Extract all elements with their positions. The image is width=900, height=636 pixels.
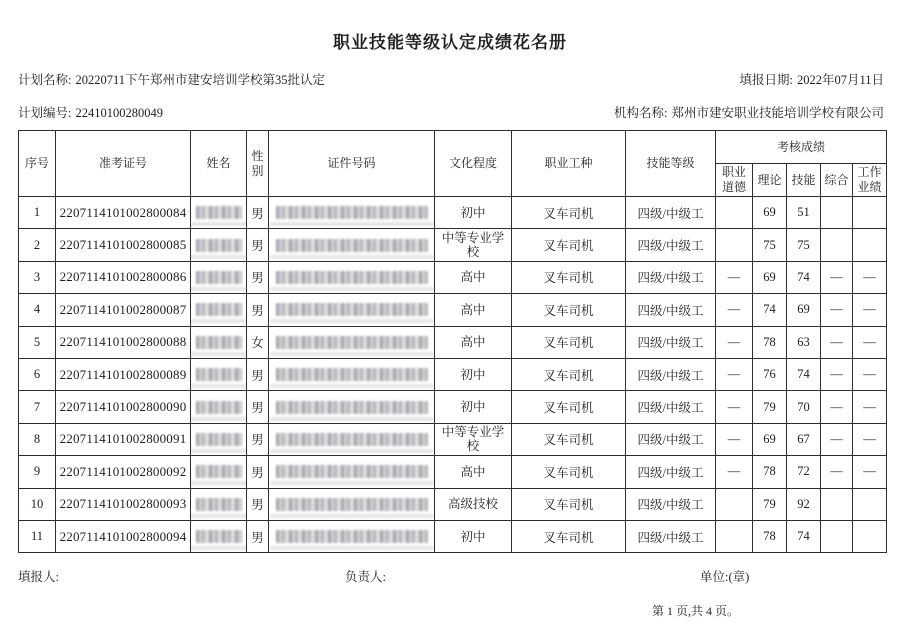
cell-occupation: 叉车司机 <box>512 229 626 261</box>
cell-seq: 4 <box>19 294 56 326</box>
cell-seq: 6 <box>19 358 56 390</box>
header-occupation: 职业工种 <box>512 131 626 197</box>
cell-education: 中等专业学校 <box>435 423 512 455</box>
cell-seq: 5 <box>19 326 56 358</box>
cell-work <box>853 488 887 520</box>
redacted-id-number <box>276 401 428 414</box>
cell-name <box>191 326 247 358</box>
redacted-name <box>196 498 242 511</box>
table-row <box>19 423 887 455</box>
table-row <box>19 326 887 358</box>
cell-work: — <box>853 326 887 358</box>
table-body <box>19 197 887 553</box>
report-date-value: 2022年07月11日 <box>796 73 884 87</box>
cell-ticket: 2207114101002800087 <box>56 294 191 326</box>
redacted-id-number <box>276 433 428 446</box>
cell-ethics: — <box>716 294 753 326</box>
cell-level: 四级/中级工 <box>626 488 716 520</box>
cell-level: 四级/中级工 <box>626 197 716 229</box>
cell-ethics <box>716 488 753 520</box>
redacted-name <box>196 303 242 316</box>
cell-gender: 男 <box>247 229 269 261</box>
redacted-id-number <box>276 498 428 511</box>
table-row <box>19 261 887 293</box>
table-row <box>19 197 887 229</box>
cell-comprehensive: — <box>821 294 853 326</box>
header-education: 文化程度 <box>435 131 512 197</box>
redacted-id-number <box>276 336 428 349</box>
cell-work: — <box>853 358 887 390</box>
org-name-label: 机构名称: <box>614 106 668 120</box>
cell-ticket: 2207114101002800086 <box>56 261 191 293</box>
cell-education: 初中 <box>435 391 512 423</box>
table-row <box>19 358 887 390</box>
unit-seal-label: 单位:(章) <box>700 570 750 584</box>
cell-ethics <box>716 229 753 261</box>
cell-level: 四级/中级工 <box>626 294 716 326</box>
cell-comprehensive: — <box>821 391 853 423</box>
cell-ethics <box>716 520 753 552</box>
cell-gender: 男 <box>247 391 269 423</box>
cell-skill: 74 <box>787 520 821 552</box>
cell-theory: 78 <box>753 456 787 488</box>
redacted-name <box>196 433 242 446</box>
redacted-name <box>196 465 242 478</box>
cell-education: 初中 <box>435 520 512 552</box>
header-scores-group: 考核成绩 <box>716 131 887 164</box>
cell-level: 四级/中级工 <box>626 229 716 261</box>
plan-name-value: 20220711下午郑州市建安培训学校第35批认定 <box>75 73 326 87</box>
cell-comprehensive: — <box>821 358 853 390</box>
cell-work: — <box>853 391 887 423</box>
table-row <box>19 294 887 326</box>
cell-theory: 76 <box>753 358 787 390</box>
cell-ethics: — <box>716 456 753 488</box>
cell-ethics: — <box>716 358 753 390</box>
cell-name <box>191 423 247 455</box>
cell-occupation: 叉车司机 <box>512 423 626 455</box>
header-gender: 性别 <box>247 131 269 197</box>
cell-theory: 69 <box>753 197 787 229</box>
cell-id-no <box>269 261 435 293</box>
cell-id-no <box>269 391 435 423</box>
header-ticket: 准考证号 <box>56 131 191 197</box>
cell-name <box>191 261 247 293</box>
cell-comprehensive: — <box>821 261 853 293</box>
redacted-name <box>196 271 242 284</box>
cell-gender: 男 <box>247 197 269 229</box>
table-header <box>19 131 887 197</box>
cell-comprehensive: — <box>821 326 853 358</box>
header-theory: 理论 <box>753 164 787 197</box>
header-ethics: 职业道德 <box>716 164 753 197</box>
cell-level: 四级/中级工 <box>626 520 716 552</box>
cell-education: 高中 <box>435 456 512 488</box>
meta-row-1 <box>18 70 884 88</box>
cell-name <box>191 520 247 552</box>
plan-name-label: 计划名称: <box>18 73 72 87</box>
cell-level: 四级/中级工 <box>626 391 716 423</box>
cell-work: — <box>853 294 887 326</box>
redacted-name <box>196 336 242 349</box>
cell-level: 四级/中级工 <box>626 456 716 488</box>
header-seq: 序号 <box>19 131 56 197</box>
cell-id-no <box>269 326 435 358</box>
cell-ticket: 2207114101002800092 <box>56 456 191 488</box>
table-row <box>19 229 887 261</box>
cell-occupation: 叉车司机 <box>512 358 626 390</box>
report-date-label: 填报日期: <box>739 73 793 87</box>
header-skill: 技能 <box>787 164 821 197</box>
plan-no-value: 22410100280049 <box>75 106 163 120</box>
cell-seq: 8 <box>19 423 56 455</box>
cell-ethics <box>716 197 753 229</box>
redacted-id-number <box>276 465 428 478</box>
cell-id-no <box>269 197 435 229</box>
cell-ticket: 2207114101002800094 <box>56 520 191 552</box>
cell-level: 四级/中级工 <box>626 423 716 455</box>
cell-occupation: 叉车司机 <box>512 294 626 326</box>
cell-skill: 75 <box>787 229 821 261</box>
cell-education: 初中 <box>435 358 512 390</box>
cell-comprehensive: — <box>821 423 853 455</box>
cell-gender: 男 <box>247 358 269 390</box>
cell-education: 中等专业学校 <box>435 229 512 261</box>
cell-comprehensive <box>821 229 853 261</box>
cell-gender: 男 <box>247 294 269 326</box>
cell-level: 四级/中级工 <box>626 261 716 293</box>
cell-work <box>853 229 887 261</box>
cell-ticket: 2207114101002800089 <box>56 358 191 390</box>
cell-id-no <box>269 423 435 455</box>
org-name <box>614 103 884 121</box>
header-comprehensive: 综合 <box>821 164 853 197</box>
cell-education: 高级技校 <box>435 488 512 520</box>
cell-education: 高中 <box>435 294 512 326</box>
cell-gender: 男 <box>247 423 269 455</box>
cell-theory: 69 <box>753 261 787 293</box>
cell-ticket: 2207114101002800085 <box>56 229 191 261</box>
cell-name <box>191 456 247 488</box>
cell-theory: 78 <box>753 520 787 552</box>
cell-comprehensive <box>821 520 853 552</box>
cell-education: 高中 <box>435 326 512 358</box>
cell-level: 四级/中级工 <box>626 326 716 358</box>
cell-gender: 男 <box>247 456 269 488</box>
cell-work: — <box>853 261 887 293</box>
cell-occupation: 叉车司机 <box>512 488 626 520</box>
cell-education: 高中 <box>435 261 512 293</box>
roster-table <box>18 130 887 553</box>
plan-no <box>18 103 163 121</box>
meta-row-2 <box>18 103 884 121</box>
cell-name <box>191 391 247 423</box>
redacted-id-number <box>276 206 428 219</box>
redacted-name <box>196 239 242 252</box>
redacted-id-number <box>276 530 428 543</box>
cell-id-no <box>269 456 435 488</box>
header-id-no: 证件号码 <box>269 131 435 197</box>
redacted-name <box>196 401 242 414</box>
cell-work <box>853 520 887 552</box>
header-work: 工作业绩 <box>853 164 887 197</box>
cell-education: 初中 <box>435 197 512 229</box>
cell-id-no <box>269 488 435 520</box>
cell-seq: 10 <box>19 488 56 520</box>
cell-gender: 男 <box>247 261 269 293</box>
cell-work <box>853 197 887 229</box>
cell-name <box>191 358 247 390</box>
cell-seq: 1 <box>19 197 56 229</box>
redacted-id-number <box>276 271 428 284</box>
cell-occupation: 叉车司机 <box>512 391 626 423</box>
cell-name <box>191 294 247 326</box>
cell-seq: 7 <box>19 391 56 423</box>
cell-id-no <box>269 358 435 390</box>
cell-level: 四级/中级工 <box>626 358 716 390</box>
cell-seq: 2 <box>19 229 56 261</box>
redacted-id-number <box>276 368 428 381</box>
cell-skill: 69 <box>787 294 821 326</box>
cell-gender: 男 <box>247 488 269 520</box>
redacted-name <box>196 206 242 219</box>
cell-comprehensive <box>821 488 853 520</box>
header-name: 姓名 <box>191 131 247 197</box>
cell-theory: 79 <box>753 488 787 520</box>
cell-ticket: 2207114101002800091 <box>56 423 191 455</box>
report-date <box>739 70 884 88</box>
table-row <box>19 488 887 520</box>
cell-seq: 3 <box>19 261 56 293</box>
cell-id-no <box>269 520 435 552</box>
cell-work: — <box>853 456 887 488</box>
cell-occupation: 叉车司机 <box>512 261 626 293</box>
cell-theory: 78 <box>753 326 787 358</box>
cell-occupation: 叉车司机 <box>512 456 626 488</box>
signature-row <box>18 567 882 583</box>
cell-skill: 74 <box>787 358 821 390</box>
cell-gender: 女 <box>247 326 269 358</box>
cell-theory: 69 <box>753 423 787 455</box>
filler-label: 填报人: <box>18 570 59 584</box>
manager-label: 负责人: <box>345 570 386 584</box>
plan-name <box>18 70 325 88</box>
cell-id-no <box>269 229 435 261</box>
redacted-name <box>196 530 242 543</box>
cell-skill: 74 <box>787 261 821 293</box>
cell-ethics: — <box>716 391 753 423</box>
cell-id-no <box>269 294 435 326</box>
cell-ticket: 2207114101002800090 <box>56 391 191 423</box>
cell-ethics: — <box>716 261 753 293</box>
cell-ticket: 2207114101002800084 <box>56 197 191 229</box>
redacted-name <box>196 368 242 381</box>
cell-occupation: 叉车司机 <box>512 520 626 552</box>
cell-seq: 11 <box>19 520 56 552</box>
cell-ticket: 2207114101002800088 <box>56 326 191 358</box>
table-row <box>19 456 887 488</box>
cell-name <box>191 197 247 229</box>
cell-ethics: — <box>716 326 753 358</box>
redacted-id-number <box>276 239 428 252</box>
cell-skill: 70 <box>787 391 821 423</box>
redacted-id-number <box>276 303 428 316</box>
org-name-value: 郑州市建安职业技能培训学校有限公司 <box>671 106 884 120</box>
page-indicator: 第 1 页,共 4 页。 <box>652 604 740 618</box>
header-level: 技能等级 <box>626 131 716 197</box>
cell-occupation: 叉车司机 <box>512 326 626 358</box>
cell-skill: 51 <box>787 197 821 229</box>
table-row <box>19 391 887 423</box>
cell-comprehensive <box>821 197 853 229</box>
cell-skill: 72 <box>787 456 821 488</box>
cell-theory: 79 <box>753 391 787 423</box>
plan-no-label: 计划编号: <box>18 106 72 120</box>
cell-work: — <box>853 423 887 455</box>
cell-skill: 92 <box>787 488 821 520</box>
cell-skill: 67 <box>787 423 821 455</box>
cell-skill: 63 <box>787 326 821 358</box>
cell-ticket: 2207114101002800093 <box>56 488 191 520</box>
cell-gender: 男 <box>247 520 269 552</box>
cell-name <box>191 488 247 520</box>
cell-occupation: 叉车司机 <box>512 197 626 229</box>
table-row <box>19 520 887 552</box>
cell-ethics: — <box>716 423 753 455</box>
cell-theory: 74 <box>753 294 787 326</box>
page-title: 职业技能等级认定成绩花名册 <box>333 33 567 52</box>
cell-theory: 75 <box>753 229 787 261</box>
cell-seq: 9 <box>19 456 56 488</box>
cell-name <box>191 229 247 261</box>
cell-comprehensive: — <box>821 456 853 488</box>
